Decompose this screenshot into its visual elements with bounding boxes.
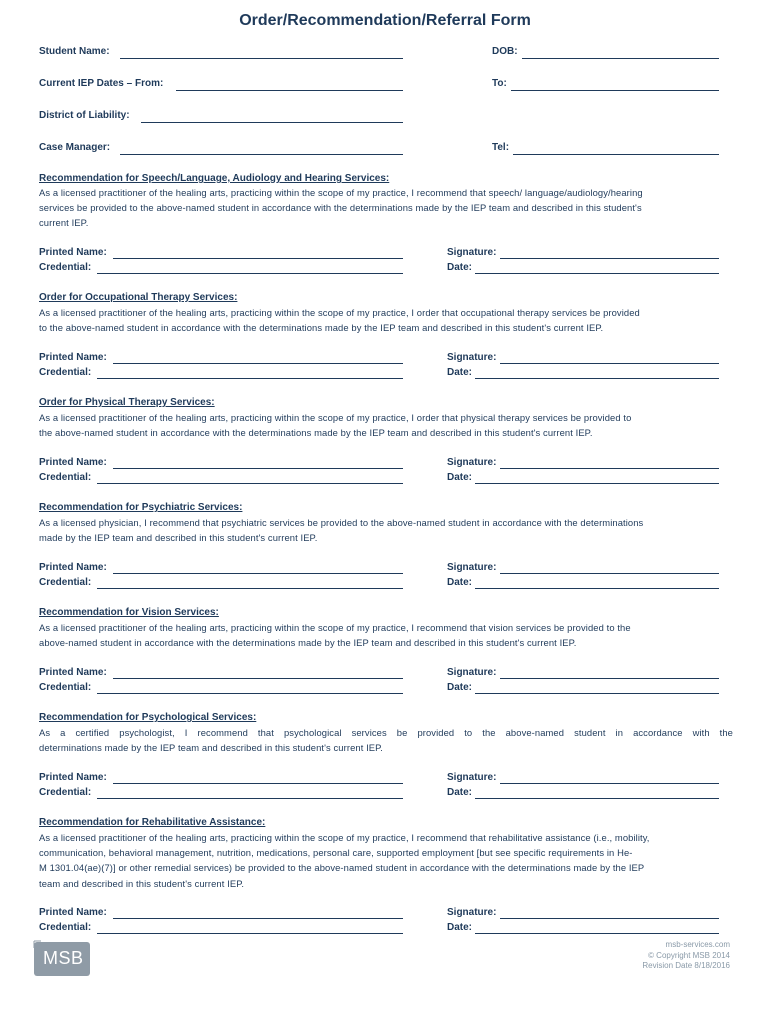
credential-label: Credential: — [39, 682, 92, 693]
printed-name-label: Printed Name: — [39, 772, 107, 783]
description-line: As a licensed practitioner of the healing arts, practicing within the scope of my practice, I recommend that speech/ language/audiology/hearing — [39, 187, 643, 198]
signature-label: Signature: — [447, 772, 497, 783]
date-label: Date: — [447, 367, 473, 378]
printed-name-field[interactable] — [113, 678, 403, 679]
case-manager-label: Case Manager: — [39, 142, 111, 153]
section-description — [39, 620, 733, 650]
credential-field[interactable] — [97, 273, 403, 274]
date-label: Date: — [447, 472, 473, 483]
iep-to-field[interactable] — [511, 90, 719, 91]
signature-field[interactable] — [500, 258, 719, 259]
footer-info — [642, 940, 730, 972]
credential-label: Credential: — [39, 922, 92, 933]
section-title: Recommendation for Vision Services: — [39, 607, 219, 618]
printed-name-label: Printed Name: — [39, 907, 107, 918]
credential-label: Credential: — [39, 577, 92, 588]
date-label: Date: — [447, 787, 473, 798]
dob-label: DOB: — [492, 46, 518, 57]
date-label: Date: — [447, 262, 473, 273]
date-label: Date: — [447, 922, 473, 933]
section-title: Order for Physical Therapy Services: — [39, 397, 215, 408]
date-field[interactable] — [475, 378, 719, 379]
credential-label: Credential: — [39, 262, 92, 273]
signature-field[interactable] — [500, 783, 719, 784]
iep-from-label: Current IEP Dates – From: — [39, 78, 164, 89]
description-line: determinations made by the IEP team and described in this student's current IEP. — [39, 742, 384, 754]
signature-label: Signature: — [447, 247, 497, 258]
section-title: Recommendation for Speech/Language, Audiology and Hearing Services: — [39, 173, 390, 184]
section-title: Order for Occupational Therapy Services: — [39, 292, 238, 303]
date-label: Date: — [447, 682, 473, 693]
date-field[interactable] — [475, 483, 719, 484]
district-field[interactable] — [141, 122, 403, 123]
signature-label: Signature: — [447, 352, 497, 363]
student-name-label: Student Name: — [39, 46, 110, 57]
signature-field[interactable] — [500, 678, 719, 679]
section-description — [39, 515, 733, 545]
description-line: As a licensed practitioner of the healing arts, practicing within the scope of my practice, I recommend that rehabilitative assistance (i.e., mobility, — [39, 832, 650, 843]
student-name-field[interactable] — [120, 58, 403, 59]
description-line: M 1301.04(ae)(7)] or other remedial services) be provided to the above-named student in accordance with the determinations made by the IEP — [39, 862, 645, 874]
msb-logo — [33, 940, 91, 976]
section-title: Recommendation for Psychological Services: — [39, 712, 257, 723]
printed-name-field[interactable] — [113, 468, 403, 469]
case-manager-field[interactable] — [120, 154, 403, 155]
district-label: District of Liability: — [39, 110, 130, 121]
section-description — [39, 725, 733, 755]
printed-name-field[interactable] — [113, 363, 403, 364]
printed-name-label: Printed Name: — [39, 352, 107, 363]
credential-field[interactable] — [97, 378, 403, 379]
signature-field[interactable] — [500, 468, 719, 469]
description-line: current IEP. — [39, 217, 89, 229]
printed-name-field[interactable] — [113, 573, 403, 574]
description-line: As a certified psychologist, I recommend that psychological services be provided to the above-named student in accordance with the — [39, 727, 733, 738]
description-line: above-named student in accordance with the determinations made by the IEP team and described in this student's current IEP. — [39, 637, 577, 649]
description-line: As a licensed practitioner of the healing arts, practicing within the scope of my practice, I order that physical therapy services be provided to — [39, 412, 632, 423]
date-field[interactable] — [475, 798, 719, 799]
form-title: Order/Recommendation/Referral Form — [239, 12, 531, 29]
credential-field[interactable] — [97, 933, 403, 934]
description-line: made by the IEP team and described in this student's current IEP. — [39, 532, 318, 544]
signature-field[interactable] — [500, 918, 719, 919]
printed-name-field[interactable] — [113, 258, 403, 259]
description-line: As a licensed practitioner of the healing arts, practicing within the scope of my practice, I order that occupational therapy services be provided — [39, 307, 640, 318]
credential-field[interactable] — [97, 588, 403, 589]
footer-copyright: © Copyright MSB 2014 — [648, 950, 730, 960]
date-field[interactable] — [475, 693, 719, 694]
credential-label: Credential: — [39, 367, 92, 378]
section-description — [39, 185, 733, 231]
section-description — [39, 830, 733, 891]
credential-field[interactable] — [97, 483, 403, 484]
date-field[interactable] — [475, 588, 719, 589]
dob-field[interactable] — [522, 58, 719, 59]
description-line: the above-named student in accordance with the determinations made by the IEP team and described in this student's current IEP. — [39, 427, 593, 439]
printed-name-label: Printed Name: — [39, 247, 107, 258]
credential-label: Credential: — [39, 472, 92, 483]
printed-name-label: Printed Name: — [39, 562, 107, 573]
date-field[interactable] — [475, 273, 719, 274]
printed-name-label: Printed Name: — [39, 667, 107, 678]
section-title: Recommendation for Psychiatric Services: — [39, 502, 243, 513]
iep-to-label: To: — [492, 78, 507, 89]
date-label: Date: — [447, 577, 473, 588]
credential-field[interactable] — [97, 798, 403, 799]
description-line: team and described in this student's current IEP. — [39, 877, 245, 889]
signature-label: Signature: — [447, 457, 497, 468]
signature-field[interactable] — [500, 363, 719, 364]
tel-field[interactable] — [513, 154, 719, 155]
printed-name-field[interactable] — [113, 918, 403, 919]
description-line: As a licensed physician, I recommend that psychiatric services be provided to the above-named student in accordance with the determinations — [39, 517, 644, 528]
section-description — [39, 305, 733, 335]
description-line: As a licensed practitioner of the healing arts, practicing within the scope of my practice, I recommend that vision services be provided to the — [39, 622, 631, 633]
signature-label: Signature: — [447, 667, 497, 678]
iep-from-field[interactable] — [176, 90, 403, 91]
description-line: services be provided to the above-named student in accordance with the determinations made by the IEP team and described in this student's — [39, 202, 642, 214]
printed-name-field[interactable] — [113, 783, 403, 784]
signature-label: Signature: — [447, 562, 497, 573]
section-description — [39, 410, 733, 440]
section-title: Recommendation for Rehabilitative Assistance: — [39, 817, 266, 828]
description-line: communication, behavioral management, nutrition, medications, personal care, supported employment [but see specific requirements in He- — [39, 847, 633, 859]
logo-text: MSB — [43, 948, 84, 968]
tel-label: Tel: — [492, 142, 510, 153]
footer-revision: Revision Date 8/18/2016 — [642, 961, 730, 970]
signature-label: Signature: — [447, 907, 497, 918]
credential-label: Credential: — [39, 787, 92, 798]
signature-field[interactable] — [500, 573, 719, 574]
printed-name-label: Printed Name: — [39, 457, 107, 468]
description-line: to the above-named student in accordance with the determinations made by the IEP team and described in this student's current IEP. — [39, 322, 604, 334]
date-field[interactable] — [475, 933, 719, 934]
credential-field[interactable] — [97, 693, 403, 694]
footer-website[interactable]: msb-services.com — [665, 940, 730, 949]
